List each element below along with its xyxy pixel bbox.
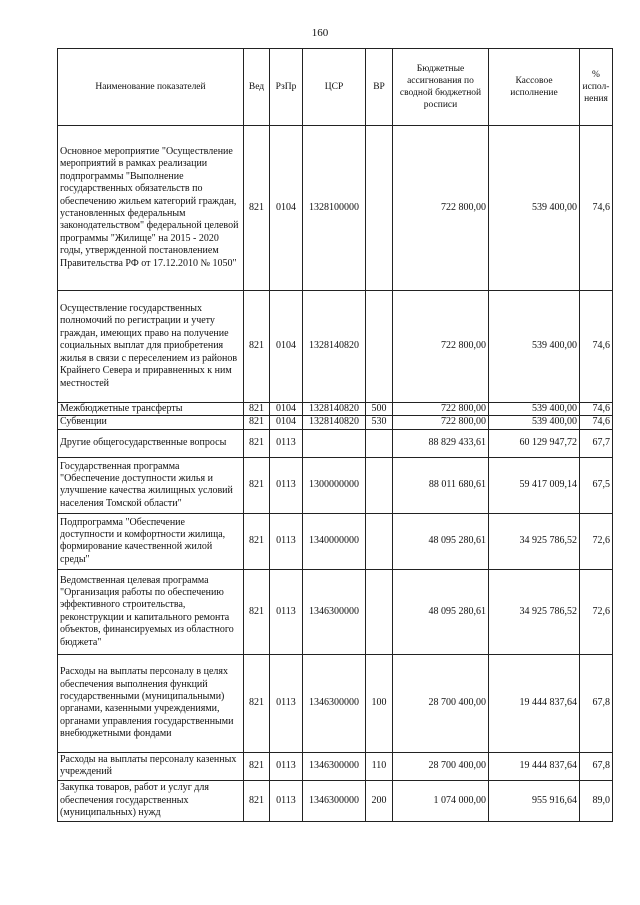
page-number: 160 <box>311 27 329 39</box>
table-row <box>58 429 613 457</box>
row-name: Субвенции <box>58 416 244 429</box>
table-row <box>58 752 613 780</box>
row-budget: 88 011 680,61 <box>393 457 489 513</box>
row-csr <box>303 429 366 457</box>
row-budget: 28 700 400,00 <box>393 752 489 780</box>
row-vr <box>366 457 393 513</box>
row-name: Другие общегосударственные вопросы <box>58 429 244 457</box>
row-rzpr: 0113 <box>270 780 303 821</box>
table-row <box>58 569 613 654</box>
row-cash: 539 400,00 <box>489 403 580 416</box>
header-rzpr: РзПр <box>270 49 303 126</box>
header-csr: ЦСР <box>303 49 366 126</box>
row-rzpr: 0104 <box>270 126 303 291</box>
table-row <box>58 513 613 569</box>
row-ved: 821 <box>244 403 270 416</box>
table-header-row <box>58 49 613 126</box>
row-budget: 48 095 280,61 <box>393 513 489 569</box>
row-csr: 1328100000 <box>303 126 366 291</box>
row-rzpr: 0113 <box>270 429 303 457</box>
row-cash: 34 925 786,52 <box>489 513 580 569</box>
row-name: Ведомственная целевая программа "Организация работы по обеспечению эффективного строительства, реконструкции и капитального ремонта объектов, финансируемых из областного бюджета" <box>58 569 244 654</box>
row-csr: 1346300000 <box>303 569 366 654</box>
row-cash: 19 444 837,64 <box>489 752 580 780</box>
row-cash: 539 400,00 <box>489 291 580 403</box>
row-budget: 1 074 000,00 <box>393 780 489 821</box>
row-pct: 72,6 <box>580 513 613 569</box>
row-pct: 89,0 <box>580 780 613 821</box>
row-ved: 821 <box>244 780 270 821</box>
row-budget: 88 829 433,61 <box>393 429 489 457</box>
row-cash: 59 417 009,14 <box>489 457 580 513</box>
row-rzpr: 0113 <box>270 457 303 513</box>
row-ved: 821 <box>244 752 270 780</box>
row-ved: 821 <box>244 457 270 513</box>
row-csr: 1300000000 <box>303 457 366 513</box>
row-vr: 200 <box>366 780 393 821</box>
row-pct: 67,7 <box>580 429 613 457</box>
header-cash: Кассовое исполнение <box>489 49 580 126</box>
table-row <box>58 416 613 429</box>
row-budget: 722 800,00 <box>393 416 489 429</box>
row-vr: 100 <box>366 654 393 752</box>
table-row <box>58 457 613 513</box>
row-cash: 539 400,00 <box>489 416 580 429</box>
row-name: Расходы на выплаты персоналу казенных учреждений <box>58 752 244 780</box>
header-name: Наименование показателей <box>58 49 244 126</box>
row-vr <box>366 513 393 569</box>
table-row <box>58 654 613 752</box>
header-vr: ВР <box>366 49 393 126</box>
row-rzpr: 0113 <box>270 752 303 780</box>
row-name: Межбюджетные трансферты <box>58 403 244 416</box>
row-pct: 74,6 <box>580 416 613 429</box>
row-pct: 67,8 <box>580 752 613 780</box>
row-cash: 60 129 947,72 <box>489 429 580 457</box>
row-csr: 1340000000 <box>303 513 366 569</box>
row-ved: 821 <box>244 429 270 457</box>
row-pct: 67,8 <box>580 654 613 752</box>
budget-execution-table <box>57 48 613 822</box>
row-name: Государственная программа "Обеспечение доступности жилья и улучшение качества жилищных условий населения Томской области" <box>58 457 244 513</box>
row-pct: 74,6 <box>580 403 613 416</box>
row-budget: 722 800,00 <box>393 126 489 291</box>
row-vr <box>366 429 393 457</box>
row-ved: 821 <box>244 513 270 569</box>
row-name: Расходы на выплаты персоналу в целях обеспечения выполнения функций государственными (муниципальными) органами, казенными учреждениями, органами управления государственными внебюджетными фондами <box>58 654 244 752</box>
row-cash: 34 925 786,52 <box>489 569 580 654</box>
row-name: Подпрограмма "Обеспечение доступности и комфортности жилища, формирование качественной жилой среды" <box>58 513 244 569</box>
row-ved: 821 <box>244 416 270 429</box>
row-vr: 530 <box>366 416 393 429</box>
row-pct: 72,6 <box>580 569 613 654</box>
row-csr: 1346300000 <box>303 752 366 780</box>
header-pct: % испол-нения <box>580 49 613 126</box>
row-rzpr: 0113 <box>270 513 303 569</box>
table-row <box>58 126 613 291</box>
table-row <box>58 403 613 416</box>
row-budget: 28 700 400,00 <box>393 654 489 752</box>
header-ved: Вед <box>244 49 270 126</box>
row-rzpr: 0104 <box>270 403 303 416</box>
row-csr: 1346300000 <box>303 654 366 752</box>
table-row <box>58 780 613 821</box>
row-rzpr: 0113 <box>270 569 303 654</box>
row-csr: 1328140820 <box>303 403 366 416</box>
row-vr <box>366 291 393 403</box>
table-row <box>58 291 613 403</box>
header-budget: Бюджетные ассигнования по сводной бюджетной росписи <box>393 49 489 126</box>
row-cash: 19 444 837,64 <box>489 654 580 752</box>
row-name: Основное мероприятие "Осуществление мероприятий в рамках реализации подпрограммы "Выполнение государственных обязательств по обеспечению жильем категорий граждан, установленных федеральным законодательством" федеральной целевой программы "Жилище" на 2015 - 2020 годы, утвержденной постановлением Правительства РФ от 17.12.2010 № 1050" <box>58 126 244 291</box>
row-csr: 1346300000 <box>303 780 366 821</box>
row-name: Закупка товаров, работ и услуг для обеспечения государственных (муниципальных) нужд <box>58 780 244 821</box>
row-pct: 74,6 <box>580 126 613 291</box>
row-cash: 955 916,64 <box>489 780 580 821</box>
row-vr <box>366 126 393 291</box>
row-cash: 539 400,00 <box>489 126 580 291</box>
row-ved: 821 <box>244 569 270 654</box>
row-pct: 67,5 <box>580 457 613 513</box>
row-rzpr: 0113 <box>270 654 303 752</box>
row-ved: 821 <box>244 654 270 752</box>
row-budget: 722 800,00 <box>393 291 489 403</box>
row-vr: 500 <box>366 403 393 416</box>
row-budget: 48 095 280,61 <box>393 569 489 654</box>
row-name: Осуществление государственных полномочий по регистрации и учету граждан, имеющих право на получение социальных выплат для приобретения жилья в связи с переселением из районов Крайнего Севера и приравненных к ним местностей <box>58 291 244 403</box>
row-vr: 110 <box>366 752 393 780</box>
row-budget: 722 800,00 <box>393 403 489 416</box>
row-ved: 821 <box>244 291 270 403</box>
row-rzpr: 0104 <box>270 416 303 429</box>
row-ved: 821 <box>244 126 270 291</box>
row-csr: 1328140820 <box>303 291 366 403</box>
row-pct: 74,6 <box>580 291 613 403</box>
row-vr <box>366 569 393 654</box>
row-csr: 1328140820 <box>303 416 366 429</box>
row-rzpr: 0104 <box>270 291 303 403</box>
